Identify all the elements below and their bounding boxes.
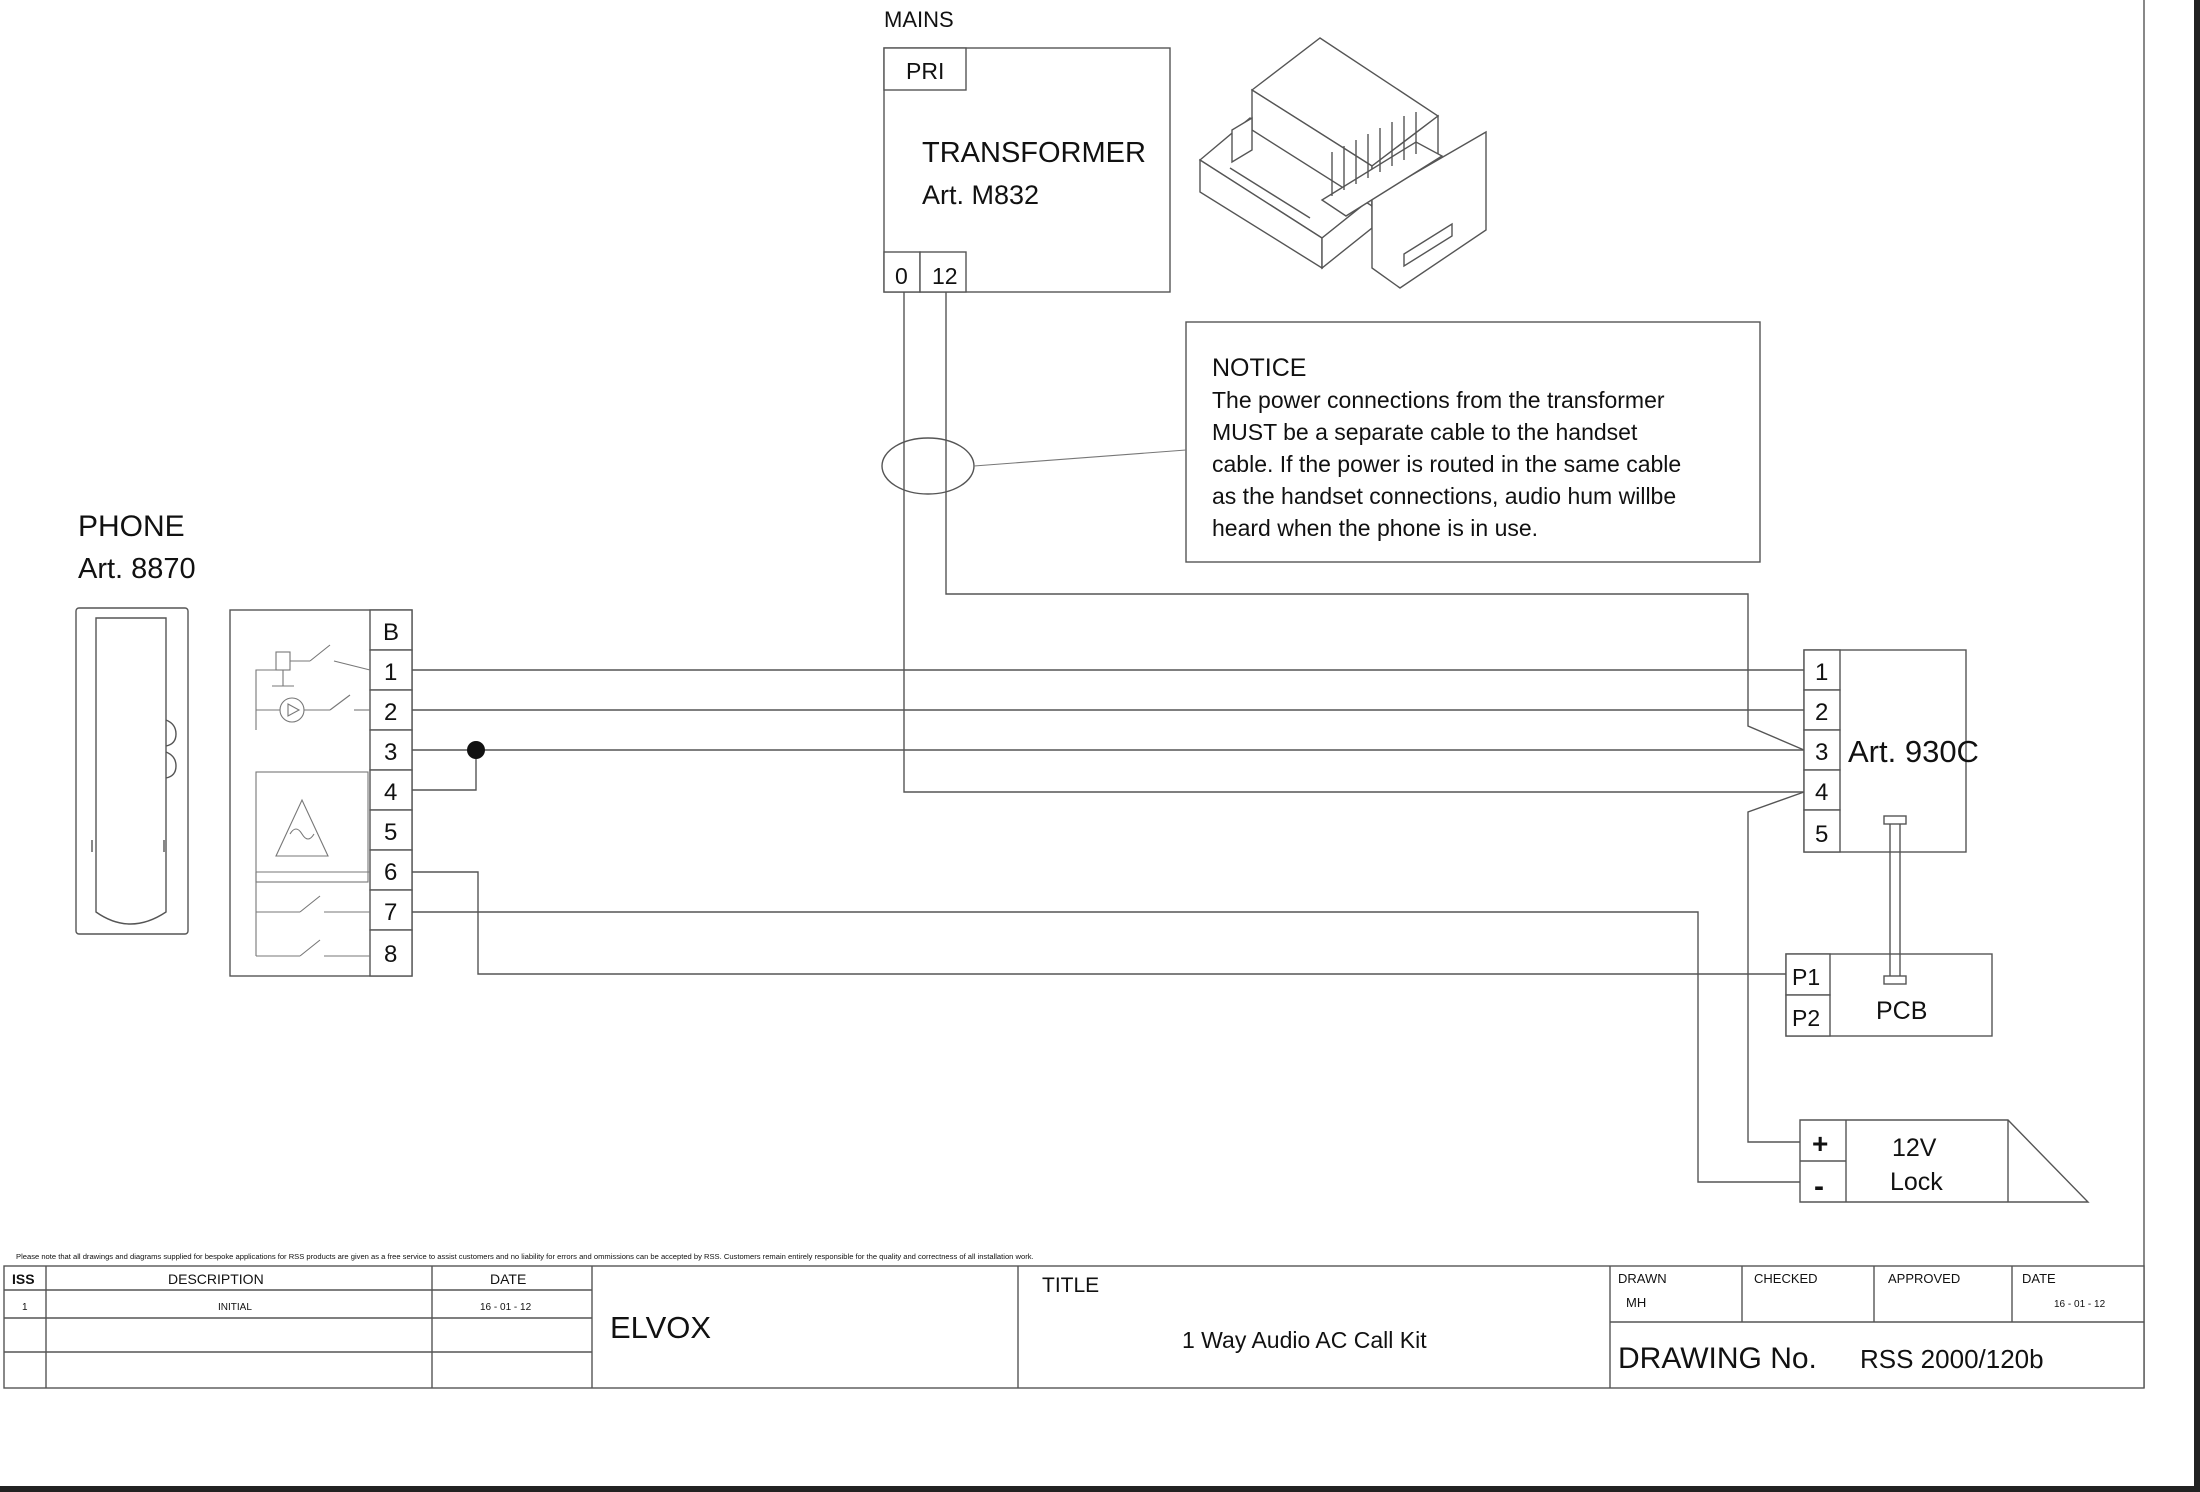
wire-7-to-lock-minus <box>412 912 1800 1182</box>
junction-dot <box>467 741 485 759</box>
phone-terminal-5-label: 5 <box>384 819 398 846</box>
unit-930c-terminal-5-label: 5 <box>1815 821 1829 848</box>
phone-terminals <box>370 610 412 976</box>
revision-iss: 1 <box>22 1302 28 1313</box>
notice-line-4: as the handset connections, audio hum willbe <box>1212 483 1677 509</box>
phone-terminal-3-label: 3 <box>384 739 398 766</box>
transformer-name: TRANSFORMER <box>922 137 1146 169</box>
phone-terminal-4-label: 4 <box>384 779 398 806</box>
wire-6-to-p1 <box>412 872 1786 974</box>
drawn-value: MH <box>1626 1295 1647 1310</box>
unit-930c-terminal-3-label: 3 <box>1815 739 1829 766</box>
transformer-art: Art. M832 <box>922 180 1040 210</box>
terminal-12-label: 12 <box>932 263 958 289</box>
date-header: DATE <box>490 1271 527 1287</box>
iss-header: ISS <box>12 1271 35 1287</box>
disclaimer-text: Please note that all drawings and diagrams supplied for bespoke applications for RSS products are given as a free service to assist customers and no liability for errors and ommissions can be accepted by RSS. Customers remain entirely responsible for the quality and correctness of all installation work. <box>16 1252 1034 1261</box>
phone-terminal-8-label: 8 <box>384 941 398 968</box>
terminal-0-label: 0 <box>895 263 908 289</box>
drawn-label: DRAWN <box>1618 1271 1667 1286</box>
unit-930c-terminal-1-label: 1 <box>1815 659 1829 686</box>
phone-terminal-7-label: 7 <box>384 899 398 926</box>
unit-930c-art: Art. 930C <box>1848 734 1979 769</box>
transformer-module-illustration <box>1200 38 1486 288</box>
pcb-p2-label: P2 <box>1792 1005 1821 1031</box>
drawing-title: 1 Way Audio AC Call Kit <box>1182 1327 1427 1353</box>
checked-label: CHECKED <box>1754 1271 1818 1286</box>
phone-terminal-6-label: 6 <box>384 859 398 886</box>
lock-minus-label: - <box>1814 1170 1824 1203</box>
notice-line-5: heard when the phone is in use. <box>1212 515 1539 541</box>
lock-plus-label: + <box>1812 1128 1829 1159</box>
revision-description: INITIAL <box>218 1302 252 1313</box>
lock-symbol <box>1800 1120 2088 1202</box>
description-header: DESCRIPTION <box>168 1271 264 1287</box>
lock-voltage-label: 12V <box>1892 1134 1937 1162</box>
phone-terminal-1-label: 1 <box>384 659 398 686</box>
unit-930c-terminal-4-label: 4 <box>1815 779 1829 806</box>
notice-line-1: The power connections from the transformer <box>1212 387 1665 413</box>
notice-line-2: MUST be a separate cable to the handset <box>1212 419 1638 445</box>
mains-label: MAINS <box>884 7 954 32</box>
phone-terminal-2-label: 2 <box>384 699 398 726</box>
unit-930c-terminal-2-label: 2 <box>1815 699 1829 726</box>
notice-line-3: cable. If the power is routed in the same cable <box>1212 451 1682 477</box>
drawing-number: RSS 2000/120b <box>1860 1344 2044 1374</box>
notice-leader-line <box>974 450 1186 466</box>
unit-930c-terminals <box>1804 650 1840 852</box>
wire-4-to-3-link <box>412 750 476 790</box>
cable-ellipse <box>882 438 974 494</box>
pcb-label: PCB <box>1876 997 1928 1025</box>
revision-date: 16 - 01 - 12 <box>480 1302 532 1313</box>
title-label: TITLE <box>1042 1274 1100 1297</box>
phone-terminal-b-label: B <box>383 619 400 646</box>
phone-art: Art. 8870 <box>78 553 196 585</box>
date-value: 16 - 01 - 12 <box>2054 1299 2106 1310</box>
phone-name: PHONE <box>78 510 185 543</box>
date-label: DATE <box>2022 1271 2056 1286</box>
phone-handset-illustration <box>76 608 188 934</box>
company-name: ELVOX <box>610 1310 712 1345</box>
lock-name-label: Lock <box>1890 1168 1943 1196</box>
pri-label: PRI <box>906 58 945 84</box>
approved-label: APPROVED <box>1888 1271 1961 1286</box>
drawing-number-label: DRAWING No. <box>1618 1342 1817 1375</box>
notice-heading: NOTICE <box>1212 354 1307 382</box>
pcb-p1-label: P1 <box>1792 964 1821 990</box>
